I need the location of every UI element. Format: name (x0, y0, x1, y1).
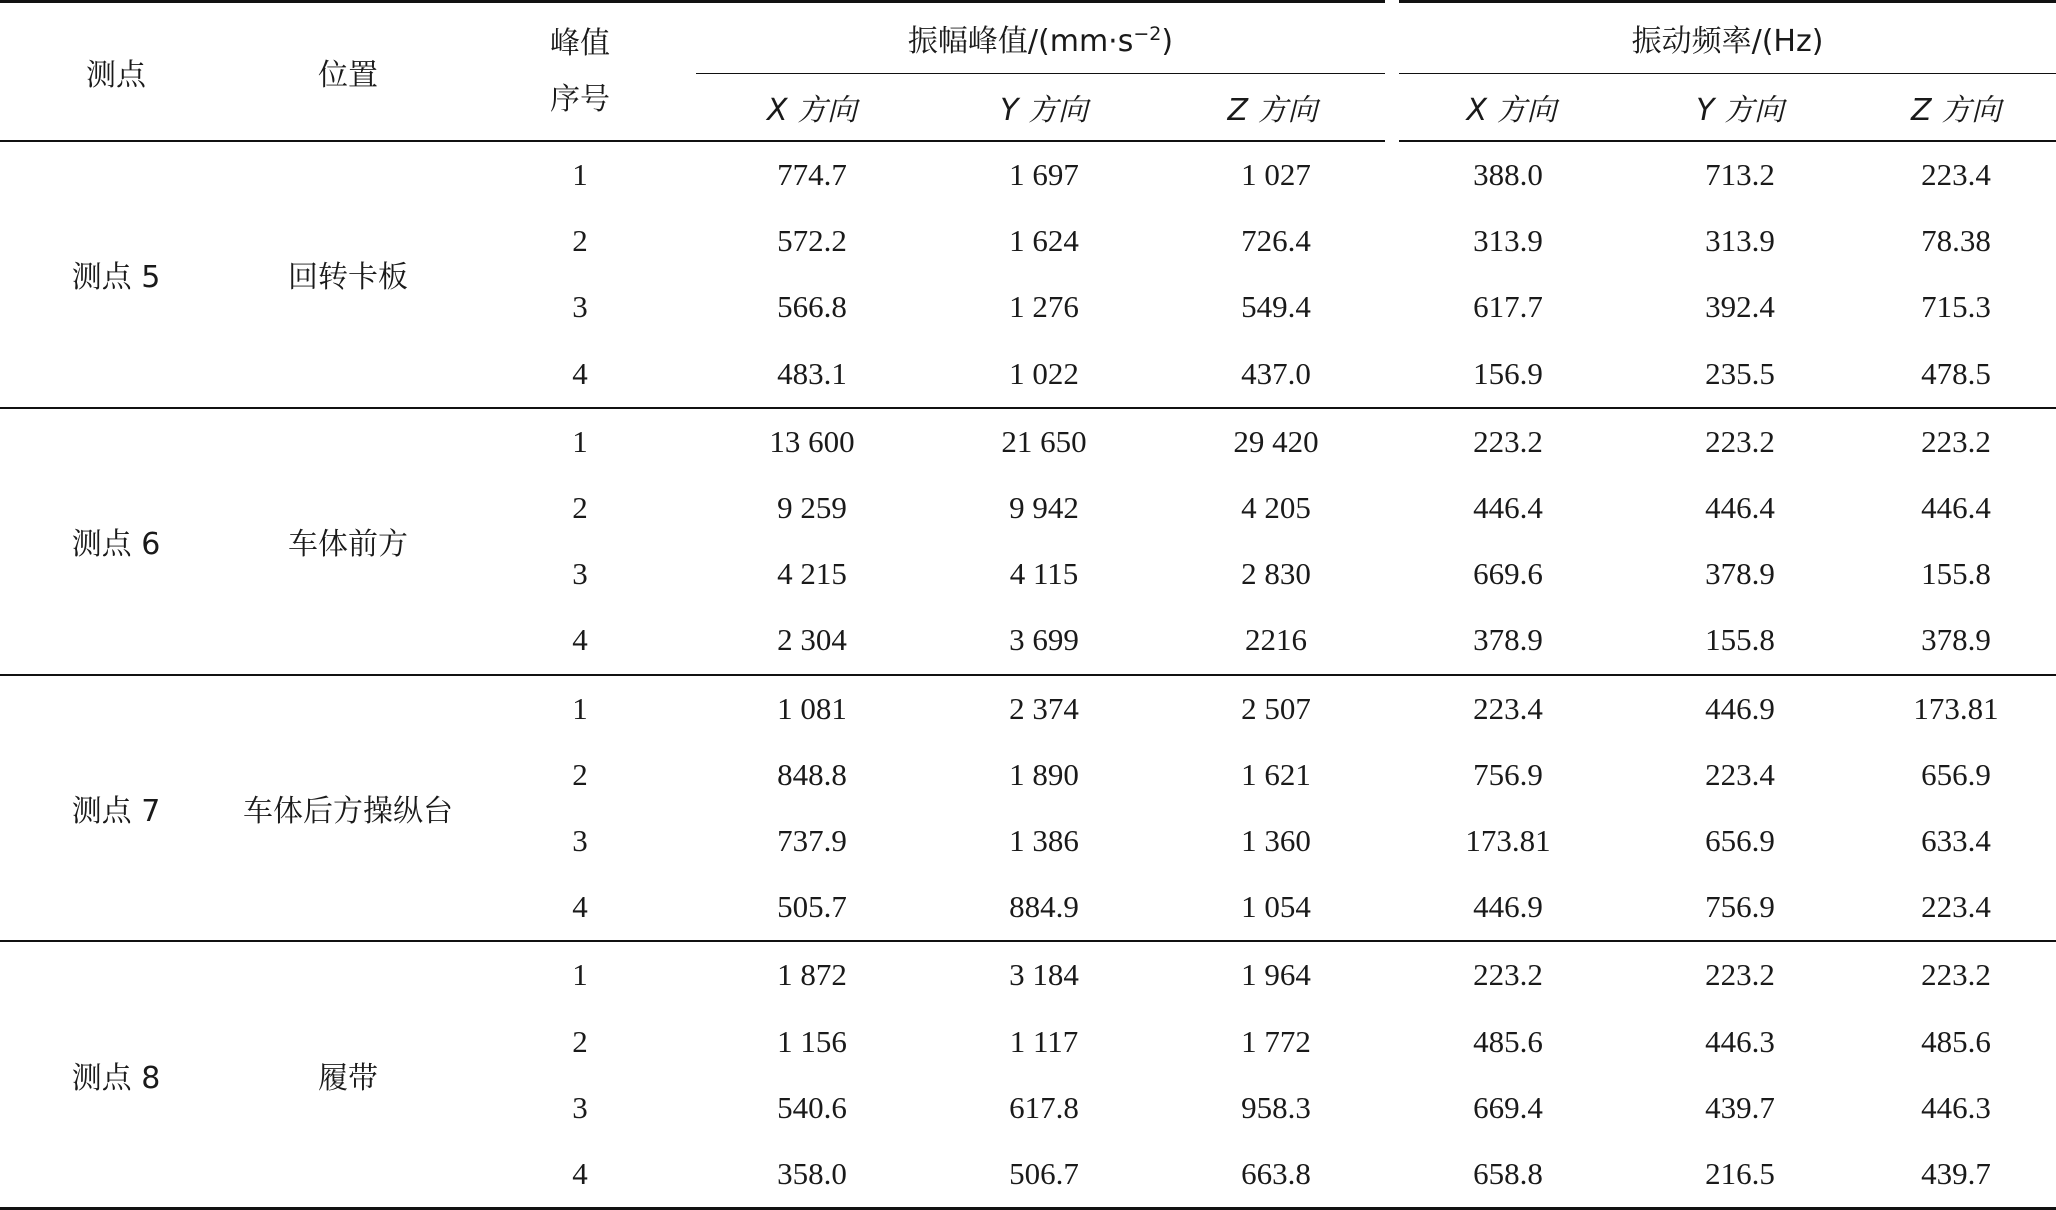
cell-freq-z: 478.5 (1856, 341, 2056, 408)
cell-freq-z: 223.4 (1921, 157, 1991, 193)
cell-amp-x: 505.7 (696, 874, 928, 941)
cell-freq-x: 446.4 (1473, 490, 1543, 526)
cell-amp-y: 4 115 (1009, 556, 1079, 592)
cell-amp-y: 617.8 (1009, 1089, 1079, 1125)
cell-amp-y: 1 022 (928, 341, 1160, 408)
cell-amp-x: 13 600 (769, 423, 855, 459)
cell-amp-y: 3 699 (928, 607, 1160, 674)
cell-freq-z: 439.7 (1856, 1141, 2056, 1209)
cell-amp-z: 1 621 (1241, 756, 1311, 792)
cell-amp-x: 483.1 (696, 341, 928, 408)
cell-amp-y: 1 624 (1009, 223, 1079, 259)
cell-point: 测点 8 (0, 941, 232, 1208)
cell-amp-y: 2 374 (1009, 690, 1079, 726)
cell-amp-x: 1 872 (777, 957, 847, 993)
cell-amp-y: 884.9 (928, 874, 1160, 941)
cell-peak-index: 2 (572, 223, 588, 259)
header-amplitude-prefix: 振幅峰值/(mm·s (907, 24, 1134, 59)
cell-amp-x: 358.0 (696, 1141, 928, 1209)
cell-peak-index: 3 (572, 822, 588, 858)
cell-freq-y: 313.9 (1705, 223, 1775, 259)
cell-point: 测点 6 (0, 408, 232, 675)
header-peak-line2: 序号 (550, 81, 610, 117)
cell-freq-x: 446.9 (1392, 874, 1624, 941)
cell-freq-x: 485.6 (1473, 1023, 1543, 1059)
cell-freq-y: 155.8 (1624, 607, 1856, 674)
table-row (0, 141, 2056, 208)
cell-amp-z: 1 964 (1241, 957, 1311, 993)
cell-point: 测点 7 (0, 675, 232, 942)
cell-freq-y: 446.4 (1705, 490, 1775, 526)
cell-freq-x: 223.2 (1473, 957, 1543, 993)
header-amplitude-sup: −2 (1133, 23, 1162, 45)
header-freq-y-label: Y 方向 (1696, 93, 1784, 128)
cell-freq-z: 78.38 (1921, 223, 1991, 259)
cell-amp-z: 29 420 (1233, 423, 1319, 459)
header-peak-line1: 峰值 (550, 25, 610, 61)
cell-amp-x: 9 259 (777, 490, 847, 526)
cell-amp-z: 549.4 (1241, 289, 1311, 325)
cell-freq-z: 155.8 (1921, 556, 1991, 592)
cell-amp-x: 566.8 (777, 289, 847, 325)
cell-amp-x: 540.6 (777, 1089, 847, 1125)
cell-amp-x: 848.8 (777, 756, 847, 792)
cell-freq-z: 173.81 (1913, 690, 1999, 726)
cell-freq-y: 446.9 (1705, 690, 1775, 726)
header-freq-z (1856, 74, 2056, 142)
cell-freq-z: 378.9 (1856, 607, 2056, 674)
cell-freq-x: 223.4 (1473, 690, 1543, 726)
cell-freq-x: 313.9 (1473, 223, 1543, 259)
cell-peak-index: 3 (572, 1089, 588, 1125)
cell-amp-z: 4 205 (1241, 490, 1311, 526)
cell-freq-z: 633.4 (1921, 822, 1991, 858)
cell-amp-z: 1 027 (1241, 157, 1311, 193)
cell-freq-y: 756.9 (1624, 874, 1856, 941)
header-amp-x-label: X 方向 (766, 93, 858, 128)
cell-freq-y: 223.2 (1705, 957, 1775, 993)
cell-amp-z: 2 507 (1241, 690, 1311, 726)
header-freq-x-label: X 方向 (1466, 93, 1557, 128)
cell-position: 回转卡板 (232, 141, 464, 408)
cell-amp-y: 1 276 (1009, 289, 1079, 325)
table-row (0, 408, 2056, 475)
cell-freq-x: 669.4 (1473, 1089, 1543, 1125)
cell-peak-index: 3 (572, 289, 588, 325)
header-point: 测点 (0, 2, 232, 142)
header-position: 位置 (232, 2, 464, 142)
cell-position: 履带 (232, 941, 464, 1208)
cell-amp-y: 1 697 (1009, 157, 1079, 193)
cell-freq-x: 173.81 (1465, 822, 1551, 858)
cell-freq-x: 669.6 (1473, 556, 1543, 592)
table-header (0, 2, 2056, 142)
cell-amp-y: 1 117 (1009, 1023, 1079, 1059)
cell-freq-y: 216.5 (1624, 1141, 1856, 1209)
cell-amp-y: 21 650 (1001, 423, 1087, 459)
cell-freq-y: 378.9 (1705, 556, 1775, 592)
cell-freq-y: 392.4 (1705, 289, 1775, 325)
header-amp-z (1160, 74, 1392, 142)
cell-freq-z: 715.3 (1921, 289, 1991, 325)
cell-peak-index: 1 (572, 423, 588, 459)
cell-freq-z: 446.3 (1921, 1089, 1991, 1125)
cell-amp-x: 572.2 (777, 223, 847, 259)
cell-position: 车体后方操纵台 (232, 675, 464, 942)
cell-freq-y: 223.2 (1705, 423, 1775, 459)
cell-freq-x: 388.0 (1473, 157, 1543, 193)
table-row (0, 675, 2056, 742)
cell-peak-index: 4 (464, 874, 696, 941)
cell-freq-y: 446.3 (1705, 1023, 1775, 1059)
cell-peak-index: 4 (464, 341, 696, 408)
cell-amp-x: 4 215 (777, 556, 847, 592)
cell-freq-z: 656.9 (1921, 756, 1991, 792)
cell-freq-y: 713.2 (1705, 157, 1775, 193)
cell-amp-z: 1 772 (1241, 1023, 1311, 1059)
cell-freq-y: 223.4 (1705, 756, 1775, 792)
cell-amp-y: 1 890 (1009, 756, 1079, 792)
cell-amp-y: 1 386 (1009, 822, 1079, 858)
cell-amp-y: 506.7 (928, 1141, 1160, 1209)
cell-amp-z: 1 360 (1241, 822, 1311, 858)
cell-peak-index: 2 (572, 490, 588, 526)
header-freq-y (1624, 74, 1856, 142)
cell-peak-index: 4 (464, 607, 696, 674)
cell-freq-z: 485.6 (1921, 1023, 1991, 1059)
cell-amp-z: 1 054 (1160, 874, 1392, 941)
cell-amp-z: 726.4 (1241, 223, 1311, 259)
cell-peak-index: 3 (572, 556, 588, 592)
header-peak-index (464, 2, 696, 142)
cell-amp-z: 958.3 (1241, 1089, 1311, 1125)
cell-peak-index: 2 (572, 1023, 588, 1059)
cell-freq-z: 223.2 (1921, 423, 1991, 459)
table-body (0, 141, 2056, 1209)
cell-amp-y: 9 942 (1009, 490, 1079, 526)
cell-freq-z: 446.4 (1921, 490, 1991, 526)
header-group-amplitude (696, 2, 1392, 74)
header-freq-z-label: Z 方向 (1910, 93, 2002, 128)
cell-amp-x: 737.9 (777, 822, 847, 858)
table-row (0, 941, 2056, 1008)
cell-amp-x: 1 081 (777, 690, 847, 726)
cell-freq-y: 235.5 (1624, 341, 1856, 408)
cell-freq-x: 756.9 (1473, 756, 1543, 792)
cell-freq-x: 617.7 (1473, 289, 1543, 325)
cell-position: 车体前方 (232, 408, 464, 675)
cell-freq-z: 223.4 (1856, 874, 2056, 941)
header-amp-z-label: Z 方向 (1227, 93, 1318, 128)
cell-amp-y: 3 184 (1009, 957, 1079, 993)
cell-peak-index: 2 (572, 756, 588, 792)
cell-amp-z: 2 830 (1241, 556, 1311, 592)
header-amp-y-label: Y 方向 (1000, 93, 1088, 128)
cell-freq-z: 223.2 (1921, 957, 1991, 993)
cell-freq-x: 156.9 (1392, 341, 1624, 408)
cell-amp-z: 663.8 (1160, 1141, 1392, 1209)
header-amp-y (928, 74, 1160, 142)
cell-amp-x: 2 304 (696, 607, 928, 674)
cell-freq-x: 658.8 (1392, 1141, 1624, 1209)
header-freq-x (1392, 74, 1624, 142)
cell-peak-index: 1 (572, 690, 588, 726)
cell-freq-y: 439.7 (1705, 1089, 1775, 1125)
cell-amp-x: 1 156 (777, 1023, 847, 1059)
header-amplitude-suffix: ) (1161, 24, 1174, 59)
cell-peak-index: 1 (572, 157, 588, 193)
cell-amp-x: 774.7 (777, 157, 847, 193)
cell-amp-z: 2216 (1160, 607, 1392, 674)
cell-peak-index: 1 (572, 957, 588, 993)
cell-freq-x: 223.2 (1473, 423, 1543, 459)
cell-point: 测点 5 (0, 141, 232, 408)
cell-freq-x: 378.9 (1392, 607, 1624, 674)
header-amp-x (696, 74, 928, 142)
cell-amp-z: 437.0 (1160, 341, 1392, 408)
cell-peak-index: 4 (464, 1141, 696, 1209)
cell-freq-y: 656.9 (1705, 822, 1775, 858)
header-group-frequency: 振动频率/(Hz) (1392, 2, 2056, 74)
